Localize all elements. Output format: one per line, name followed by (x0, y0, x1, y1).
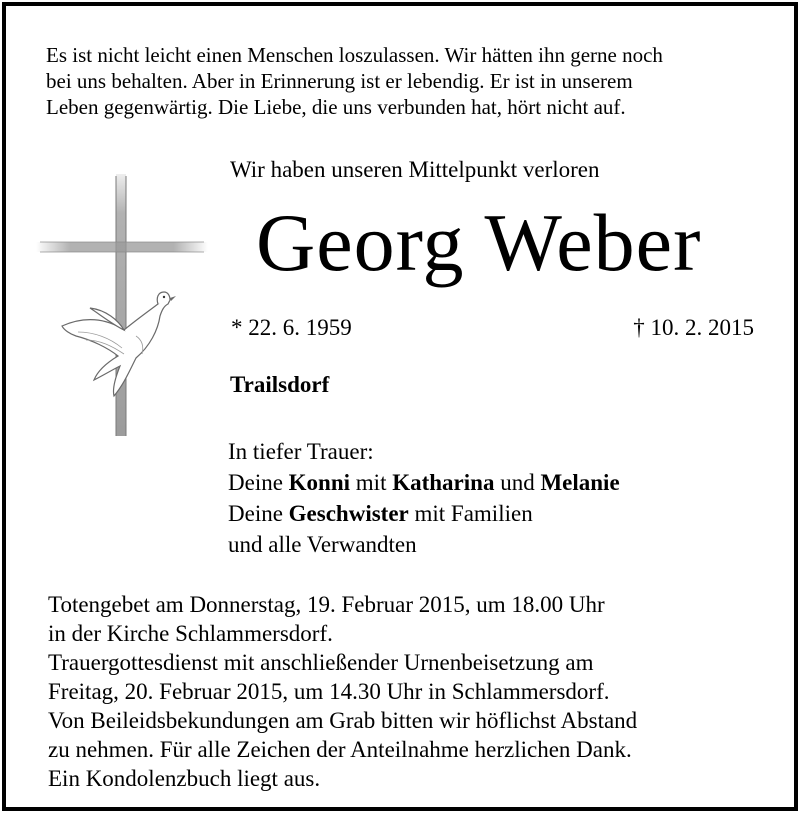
mourners-text: und (494, 470, 541, 495)
intro-line: Es ist nicht leicht einen Menschen loszulassen. Wir hätten ihn gerne noch (46, 43, 663, 67)
mourner-name: Geschwister (288, 501, 409, 526)
deceased-name: Georg Weber (256, 197, 702, 288)
service-line: Ein Kondolenzbuch liegt aus. (48, 766, 321, 791)
mourner-name: Katharina (392, 470, 495, 495)
death-date: † 10. 2. 2015 (633, 315, 754, 340)
mourners-line-family (228, 467, 620, 498)
mourners-block (228, 436, 620, 560)
service-line: Freitag, 20. Februar 2015, um 14.30 Uhr in Schlammersdorf. (48, 679, 610, 704)
service-line: in der Kirche Schlammersdorf. (48, 621, 333, 646)
service-line: Totengebet am Donnerstag, 19. Februar 2015, um 18.00 Uhr (48, 592, 605, 617)
mourners-heading: In tiefer Trauer: (228, 439, 374, 464)
intro-line: Leben gegenwärtig. Die Liebe, die uns verbunden hat, hört nicht auf. (46, 95, 626, 119)
obituary-notice (2, 2, 798, 811)
birth-date: * 22. 6. 1959 (231, 315, 352, 340)
mourner-name: Konni (288, 470, 351, 495)
service-details (48, 590, 637, 793)
mourners-text: mit Familien (408, 501, 533, 526)
subtitle: Wir haben unseren Mittelpunkt verloren (230, 157, 600, 182)
mourners-text: Deine (228, 470, 289, 495)
service-line: zu nehmen. Für alle Zeichen der Anteilnahme herzlichen Dank. (48, 737, 632, 762)
place-name: Trailsdorf (230, 372, 330, 397)
intro-text (46, 42, 766, 120)
cross-with-dove-icon (32, 170, 212, 440)
service-line: Von Beileidsbekundungen am Grab bitten wir höflichst Abstand (48, 708, 638, 733)
mourner-name: Melanie (540, 470, 620, 495)
mourners-text: Deine (228, 501, 289, 526)
mourners-line-relatives: und alle Verwandten (228, 532, 417, 557)
mourners-line-siblings (228, 498, 620, 529)
mourners-text: mit (350, 470, 393, 495)
service-line: Trauergottesdienst mit anschließender Urnenbeisetzung am (48, 650, 594, 675)
intro-line: bei uns behalten. Aber in Erinnerung ist er lebendig. Er ist in unserem (46, 69, 633, 93)
